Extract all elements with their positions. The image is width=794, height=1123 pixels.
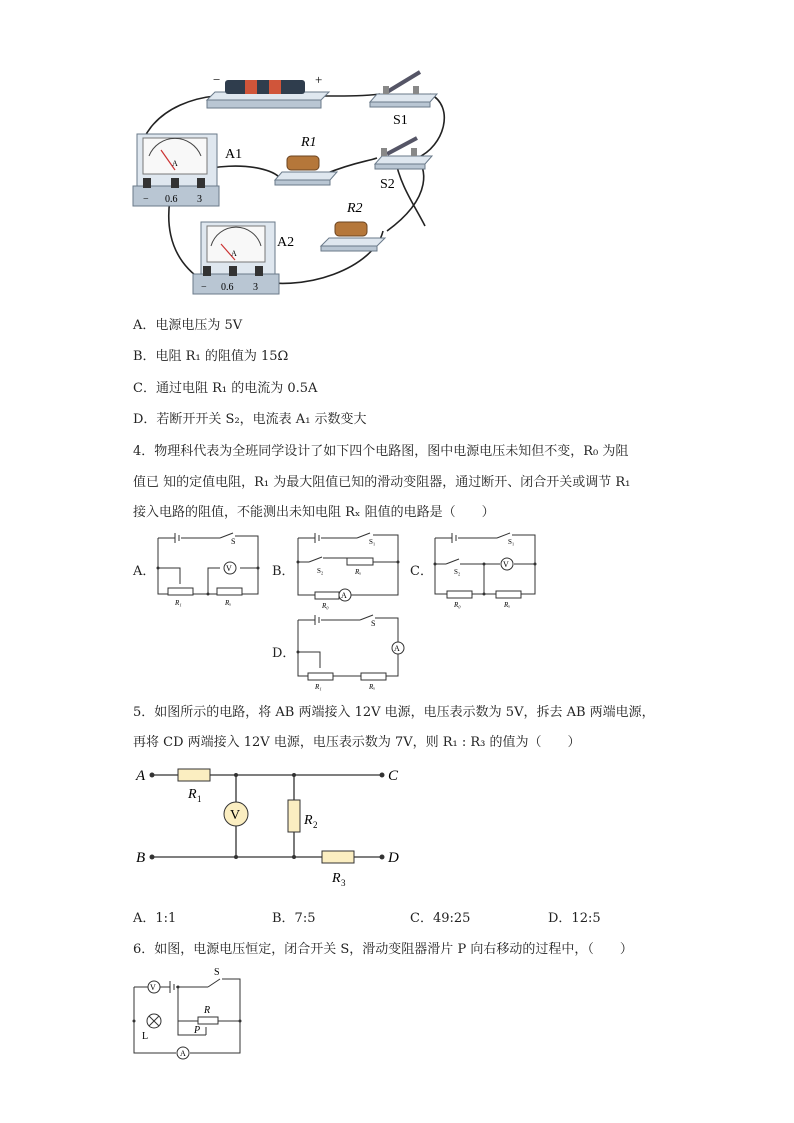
q3-option-d: D．若断开开关 S₂，电流表 A₁ 示数变大	[133, 412, 367, 427]
q5-r2: R	[304, 813, 313, 828]
q4-stem-line3: 接入电路的阻值，不能测出未知电阻 Rₓ 阻值的电路是（ ）	[133, 505, 495, 520]
q4d-s: S	[371, 619, 376, 628]
q4b-s1: S₁	[369, 538, 376, 546]
switch-s1	[370, 72, 437, 128]
q5-option-d: D．12:5	[548, 911, 601, 926]
q4-circuit-d	[295, 612, 410, 692]
q4c-rx: Rₓ	[504, 601, 511, 609]
q4b-s2: S₂	[317, 567, 324, 575]
a1-label: A1	[225, 147, 243, 162]
q4d-a: A	[394, 644, 400, 653]
q4d-rx: Rₓ	[369, 683, 376, 691]
q3-option-a: A．电源电压为 5V	[133, 318, 243, 333]
q5-r3-sub: 3	[341, 878, 346, 888]
q4-letter-d: D．	[272, 646, 296, 661]
q4b-rx: Rₓ	[355, 568, 362, 576]
q6-r: R	[204, 1005, 211, 1016]
q5-r3: R	[332, 871, 341, 886]
q3-option-b: B．电阻 R₁ 的阻值为 15Ω	[133, 349, 289, 364]
q4-stem-line1: 4．物理科代表为全班同学设计了如下四个电路图，图中电源电压未知但不变，R₀ 为阻	[133, 444, 629, 459]
ammeter-a2	[193, 222, 294, 294]
r1-label: R1	[301, 135, 317, 150]
wire	[325, 94, 380, 96]
q4c-r0: R₀	[454, 601, 461, 609]
q6-p: P	[194, 1025, 201, 1036]
q4-letter-c: C．	[410, 564, 433, 579]
q5-v: V	[230, 808, 241, 823]
a1-term-minus: −	[143, 194, 149, 205]
q4-letter-a: A．	[133, 564, 156, 579]
q4d-r1: R₁	[315, 683, 322, 691]
q4c-v: V	[503, 560, 509, 569]
a2-term-minus: −	[201, 282, 207, 293]
q4c-s2: S₂	[454, 568, 461, 576]
a2-label: A2	[277, 235, 295, 250]
q3-apparatus-figure	[125, 66, 465, 306]
battery-plus-label: +	[315, 72, 323, 87]
q6-v: V	[150, 983, 156, 992]
q5-option-a: A．1:1	[133, 911, 177, 926]
q4-circuit-b	[295, 530, 405, 610]
s1-label: S1	[393, 113, 408, 128]
a1-unit: A	[172, 159, 178, 168]
q5-stem-line2: 再将 CD 两端接入 12V 电源，电压表示数为 7V，则 R₁ : R₃ 的值为（ ）	[133, 735, 581, 750]
r2-label: R2	[347, 201, 363, 216]
a2-unit: A	[231, 249, 237, 258]
q5-option-b: B．7:5	[272, 911, 316, 926]
q4a-v: V	[226, 564, 232, 573]
q5-stem-line1: 5．如图所示的电路，将 AB 两端接入 12V 电源，电压表示数为 5V，拆去 AB 两端电源，	[133, 705, 655, 720]
q4-circuit-a	[155, 530, 265, 610]
q5-r2-sub: 2	[313, 820, 318, 830]
q6-l: L	[142, 1031, 149, 1042]
q6-stem: 6．如图，电源电压恒定，闭合开关 S，滑动变阻器滑片 P 向右移动的过程中，（ ）	[133, 942, 633, 957]
q6-circuit	[128, 965, 248, 1065]
q5-a: A	[136, 768, 146, 784]
resistor-r2	[321, 201, 385, 251]
q5-r1: R	[188, 787, 197, 802]
q4a-rx: Rₓ	[225, 599, 232, 607]
a1-term-3: 3	[197, 194, 202, 205]
q4a-s: S	[231, 537, 236, 546]
battery	[207, 72, 329, 108]
q4b-r0: R₀	[322, 602, 329, 610]
q5-d: D	[388, 850, 399, 866]
q5-b: B	[136, 850, 146, 866]
resistor-r1	[275, 135, 337, 185]
q5-r1-sub: 1	[197, 794, 202, 804]
q6-s: S	[214, 967, 220, 978]
q4c-s1: S₁	[508, 538, 515, 546]
a2-term-06: 0.6	[221, 282, 234, 293]
q5-circuit	[130, 760, 410, 895]
a2-term-3: 3	[253, 282, 258, 293]
q6-a: A	[180, 1049, 186, 1058]
q4b-a: A	[341, 591, 347, 600]
q4-stem-line2: 值已 知的定值电阻，R₁ 为最大阻值已知的滑动变阻器，通过断开、闭合开关或调节 R₁	[133, 475, 631, 490]
ammeter-a1	[133, 134, 242, 206]
q4a-r1: R₁	[175, 599, 182, 607]
battery-minus-label: −	[213, 72, 221, 87]
q3-option-c: C．通过电阻 R₁ 的电流为 0.5A	[133, 381, 318, 396]
q4-circuit-c	[432, 530, 542, 610]
s2-label: S2	[380, 177, 395, 192]
q5-c: C	[388, 768, 399, 784]
q4-letter-b: B．	[272, 564, 295, 579]
a1-term-06: 0.6	[165, 194, 178, 205]
q5-option-c: C．49:25	[410, 911, 471, 926]
